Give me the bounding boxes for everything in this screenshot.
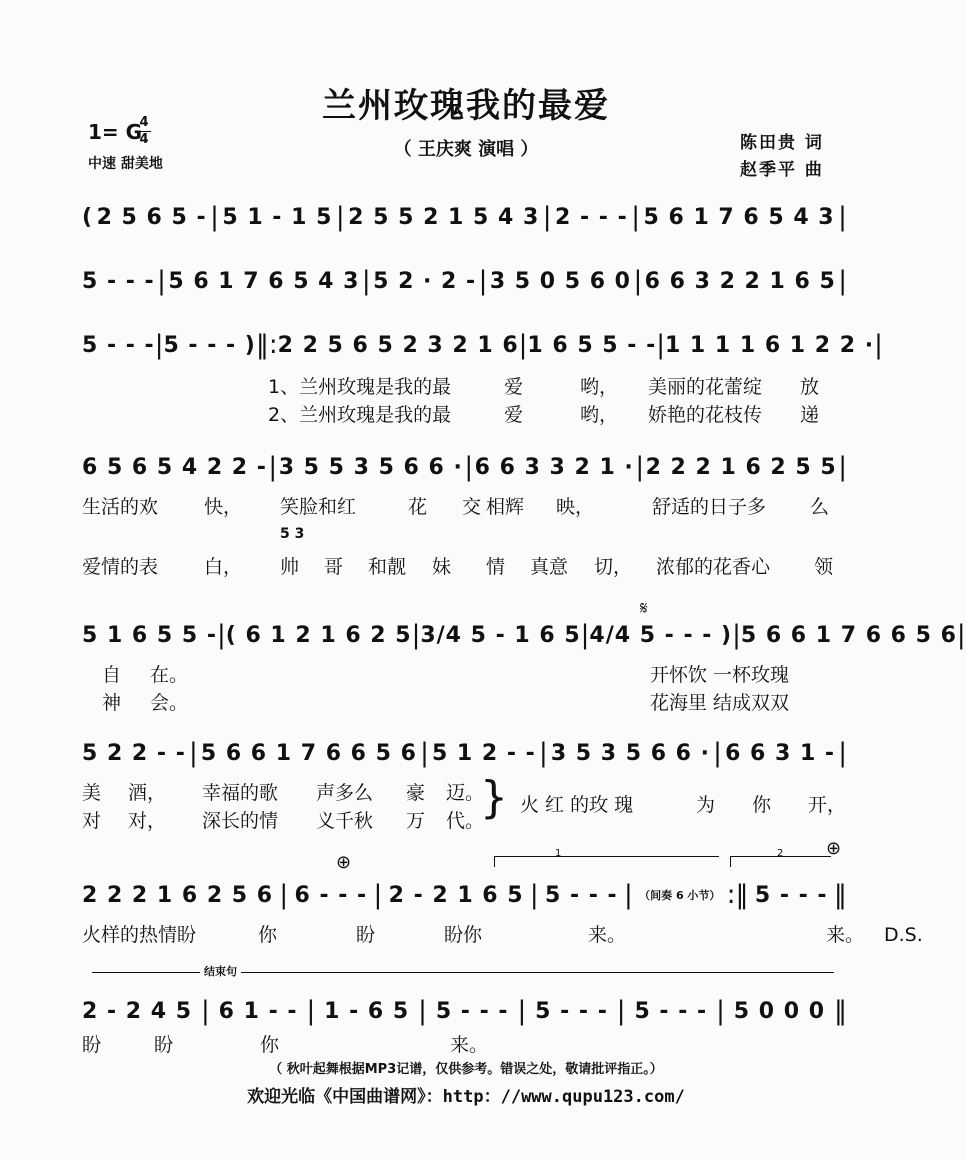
lyric-word: 豪 xyxy=(406,782,426,804)
ending-label: 结束句 xyxy=(200,963,241,979)
barline: | xyxy=(478,266,488,296)
note-group: 1 6 5 5 - - xyxy=(527,332,657,358)
note-group: 3 5 3 5 6 6 · xyxy=(550,740,711,766)
lyric-word: 声多么 xyxy=(316,782,374,804)
score-row-7 xyxy=(82,878,847,912)
segno-icon: 𝄋 xyxy=(640,598,648,619)
tempo-marking: 中速 甜美地 xyxy=(88,156,163,172)
lyric-word: 酒， xyxy=(128,782,167,804)
lyric-word: 盼 xyxy=(82,1034,102,1056)
lyric-word: 代。 xyxy=(446,810,485,832)
lyric-word: 来。 xyxy=(450,1034,489,1056)
lyric-word: 妹 xyxy=(432,556,452,578)
barline: | xyxy=(268,452,278,482)
lyric-word: 白， xyxy=(204,556,243,578)
barline: | xyxy=(631,202,641,232)
note-group: 5 - - - xyxy=(435,998,509,1024)
barline: | xyxy=(279,880,289,910)
score-row-4 xyxy=(82,450,847,484)
barline: | xyxy=(518,330,528,360)
note-group: 5 2 · 2 - xyxy=(373,268,477,294)
note-group: 2 2 5 6 5 2 3 2 1 6 xyxy=(277,332,519,358)
note-group: 5 1 2 - - xyxy=(431,740,536,766)
volta-number: 2 xyxy=(777,848,784,859)
coda-icon: ⊕ xyxy=(336,852,352,873)
lyric-word: 在。 xyxy=(150,664,189,686)
lyric-verse2-line1 xyxy=(268,400,819,427)
footnote: （ 秋叶起舞根据MP3记谱，仅供参考。错误之处，敬请批评指正。） xyxy=(269,1062,663,1077)
score-row-8 xyxy=(82,994,847,1028)
barline: | xyxy=(732,620,741,650)
repeat-start: ‖: xyxy=(255,330,278,360)
barline: | xyxy=(373,880,383,910)
note-group: 6 6 3 2 2 1 6 5 xyxy=(644,268,836,294)
lyric-word: 真意 xyxy=(530,556,569,578)
lyric-word: 幸福的歌 xyxy=(202,782,279,804)
barline: | xyxy=(420,738,429,768)
note-group: 5 6 6 1 7 6 6 5 6 xyxy=(740,622,957,648)
lyric-word: 开， xyxy=(808,794,847,816)
lyric-word: 浓郁的花香心 xyxy=(656,556,771,578)
lyric-word: 生活的欢 xyxy=(82,496,159,518)
lyric-word: 你 xyxy=(260,1034,280,1056)
score-row-1 xyxy=(82,200,847,234)
first-ending-bracket xyxy=(494,848,719,867)
note-group: 5 1 - 1 5 xyxy=(222,204,333,230)
lyric-word: 笑脸和红 xyxy=(280,496,357,518)
note-group: 2 - - - xyxy=(555,204,628,230)
note-group: 2 - 2 4 5 xyxy=(82,998,192,1024)
lyric-verse2-line3 xyxy=(102,688,789,715)
lyric-word: 娇艳的花枝传 xyxy=(648,404,763,426)
lyric-verse1-line1 xyxy=(268,372,819,399)
lyric-word: 花 xyxy=(408,496,428,518)
song-title: 兰州玫瑰我的最爱 xyxy=(322,86,610,126)
note-group: 5 - - - ) xyxy=(163,332,256,358)
note-group: 2 2 2 1 6 2 5 6 xyxy=(82,882,274,908)
lyric-word: 哥 xyxy=(324,556,344,578)
note-group: 5 - - - xyxy=(535,998,608,1024)
key-signature: 1= G xyxy=(88,120,143,144)
lyric-word: 和靓 xyxy=(368,556,407,578)
lyric-word: 爱 xyxy=(504,376,524,398)
website-line[interactable]: 欢迎光临《中国曲谱网》：http：//www.qupu123.com/ xyxy=(247,1087,685,1107)
lyric-word: 交 xyxy=(462,496,482,518)
note-group: 3 5 0 5 6 0 xyxy=(489,268,631,294)
note-group: 5 - - - xyxy=(82,268,155,294)
lyric-word: 你 xyxy=(258,924,278,946)
barline: | xyxy=(188,738,198,768)
barline: | xyxy=(838,202,847,232)
barline: | xyxy=(713,738,722,768)
lyric-word: 1、兰州玫瑰是我的最 xyxy=(268,376,452,398)
singer-line: （ 王庆爽 演唱 ） xyxy=(393,139,539,160)
lyric-word: 自 xyxy=(102,664,122,686)
barline: | xyxy=(624,880,633,910)
lyric-verse1-line4 xyxy=(82,778,484,805)
lyric-word: 开怀饮 一杯玫瑰 xyxy=(650,664,790,686)
note-group: 4/4 5 - - - ) xyxy=(589,622,733,648)
barline: | xyxy=(216,620,226,650)
interlude-label: （间奏 6 小节） xyxy=(639,889,721,902)
barline: | xyxy=(154,330,164,360)
note-group: 6 6 3 1 - xyxy=(725,740,836,766)
note-group: 5 - - - xyxy=(82,332,155,358)
note-group: ( xyxy=(82,204,94,230)
lyric-word: 情 xyxy=(486,556,506,578)
time-bottom: 4 xyxy=(139,132,149,147)
barline: | xyxy=(361,266,371,296)
lyric-word: 义千秋 xyxy=(316,810,374,832)
lyric-word: 深长的情 xyxy=(202,810,279,832)
time-signature xyxy=(137,116,151,147)
lyric-word: 火样的热情盼 xyxy=(82,924,197,946)
second-ending-bracket xyxy=(730,848,831,867)
score-row-3 xyxy=(82,328,883,362)
lyric-word: 对， xyxy=(128,810,167,832)
lyric-word: 火 红 的玫 瑰 xyxy=(520,794,634,816)
lyric-word: 放 xyxy=(800,376,820,398)
lyric-word: 帅 xyxy=(280,556,300,578)
lyric-word: 映， xyxy=(556,496,595,518)
note-group: 2 5 6 5 - xyxy=(96,204,207,230)
note-group: 3 5 5 3 5 6 6 · xyxy=(278,454,463,480)
lyric-word: 迈。 xyxy=(446,782,485,804)
barline: | xyxy=(616,996,626,1026)
note-group: 5 6 6 1 7 6 6 5 6 xyxy=(200,740,417,766)
lyric-refrain xyxy=(520,790,846,817)
note-group: 1 - 6 5 xyxy=(324,998,410,1024)
lyric-word: 万 xyxy=(406,810,426,832)
note-group: 5 - - - xyxy=(545,882,618,908)
note-group: 6 1 - - xyxy=(218,998,298,1024)
lyric-line8 xyxy=(82,1030,488,1057)
lyric-verse2-line2 xyxy=(82,552,833,579)
note-group: 5 - - - xyxy=(634,998,708,1024)
barline: | xyxy=(200,996,210,1026)
barline: | xyxy=(210,202,219,232)
lyric-word: 切， xyxy=(594,556,633,578)
lyric-word: 来。 xyxy=(588,924,627,946)
lyric-word: 美丽的花蕾绽 xyxy=(648,376,763,398)
lyric-word: 为 xyxy=(696,794,716,816)
barline: | xyxy=(529,880,539,910)
lyric-word: 你 xyxy=(752,794,772,816)
barline: | xyxy=(838,738,847,768)
lyric-word: 相辉 xyxy=(486,496,525,518)
note-group: 2 - 2 1 6 5 xyxy=(388,882,524,908)
score-row-2 xyxy=(82,264,847,298)
note-group: 6 6 3 3 2 1 · xyxy=(474,454,634,480)
lyric-word: 爱 xyxy=(504,404,524,426)
coda-icon: ⊕ xyxy=(826,838,842,859)
score-row-5 xyxy=(82,618,966,652)
barline: | xyxy=(580,620,590,650)
lyric-word: 哟， xyxy=(580,376,619,398)
note-group: 5 - - - xyxy=(754,882,828,908)
time-top: 4 xyxy=(139,115,149,130)
lyric-word: 递 xyxy=(800,404,820,426)
lyric-word: 哟， xyxy=(580,404,619,426)
note-group: 5 6 1 7 6 5 4 3 xyxy=(643,204,835,230)
final-barline: ‖ xyxy=(833,996,847,1026)
note-group: 5 0 0 0 xyxy=(733,998,826,1024)
barline: | xyxy=(538,738,548,768)
lyric-word: 神 xyxy=(102,692,122,714)
lyric-line7 xyxy=(82,920,923,947)
lyric-word: 舒适的日子多 xyxy=(652,496,767,518)
barline: | xyxy=(464,452,474,482)
note-group: 2 5 5 2 1 5 4 3 xyxy=(348,204,540,230)
score-row-6 xyxy=(82,736,847,770)
lyric-word: 2、兰州玫瑰是我的最 xyxy=(268,404,452,426)
barline: | xyxy=(306,996,316,1026)
brace: } xyxy=(480,772,508,823)
lyric-word: 快， xyxy=(204,496,243,518)
lyric-verse1-line2 xyxy=(82,492,829,519)
lyric-word: 盼 xyxy=(154,1034,174,1056)
barline: | xyxy=(838,266,847,296)
lyric-word: 花海里 结成双双 xyxy=(650,692,790,714)
note-group: 5 1 6 5 5 - xyxy=(82,622,217,648)
note-group: 6 - - - xyxy=(294,882,368,908)
barline: | xyxy=(411,620,421,650)
lyric-word: 美 xyxy=(82,782,102,804)
note-group: 2 2 2 1 6 2 5 5 xyxy=(645,454,837,480)
barline: | xyxy=(635,452,645,482)
lyric-verse2-line4 xyxy=(82,806,484,833)
note-group: 5 6 1 7 6 5 4 3 xyxy=(168,268,360,294)
barline: | xyxy=(633,266,643,296)
barline: | xyxy=(542,202,552,232)
note-group: ( 6 1 2 1 6 2 5 xyxy=(225,622,412,648)
note-group: 5 2 2 - - xyxy=(82,740,186,766)
lyric-word: 领 xyxy=(814,556,834,578)
barline: | xyxy=(335,202,345,232)
note-group: 6 5 6 5 4 2 2 - xyxy=(82,454,267,480)
lyric-word: 爱情的表 xyxy=(82,556,159,578)
barline: | xyxy=(716,996,725,1026)
final-barline: ‖ xyxy=(833,880,847,910)
variant-notes: 5 3 xyxy=(280,526,305,542)
lyric-verse1-line3 xyxy=(102,660,789,687)
barline: | xyxy=(656,330,665,360)
lyric-word: 盼你 xyxy=(444,924,483,946)
lyric-word: 会。 xyxy=(150,692,189,714)
note-group: 1 1 1 1 6 1 2 2 · xyxy=(664,332,875,358)
ds-marking: D.S. xyxy=(884,924,923,946)
composer-credit: 赵季平 曲 xyxy=(740,160,824,180)
volta-number: 1 xyxy=(555,848,562,859)
lyricist-credit: 陈田贵 词 xyxy=(740,133,824,153)
lyric-word: 对 xyxy=(82,810,102,832)
lyric-word: 么 xyxy=(810,496,830,518)
barline: | xyxy=(956,620,966,650)
barline: | xyxy=(874,330,883,360)
repeat-end: :‖ xyxy=(726,880,749,910)
barline: | xyxy=(418,996,427,1026)
note-group: 3/4 5 - 1 6 5 xyxy=(420,622,581,648)
lyric-word: 来。 xyxy=(826,924,865,946)
lyric-word: 盼 xyxy=(356,924,376,946)
barline: | xyxy=(157,266,166,296)
barline: | xyxy=(517,996,527,1026)
barline: | xyxy=(838,452,847,482)
